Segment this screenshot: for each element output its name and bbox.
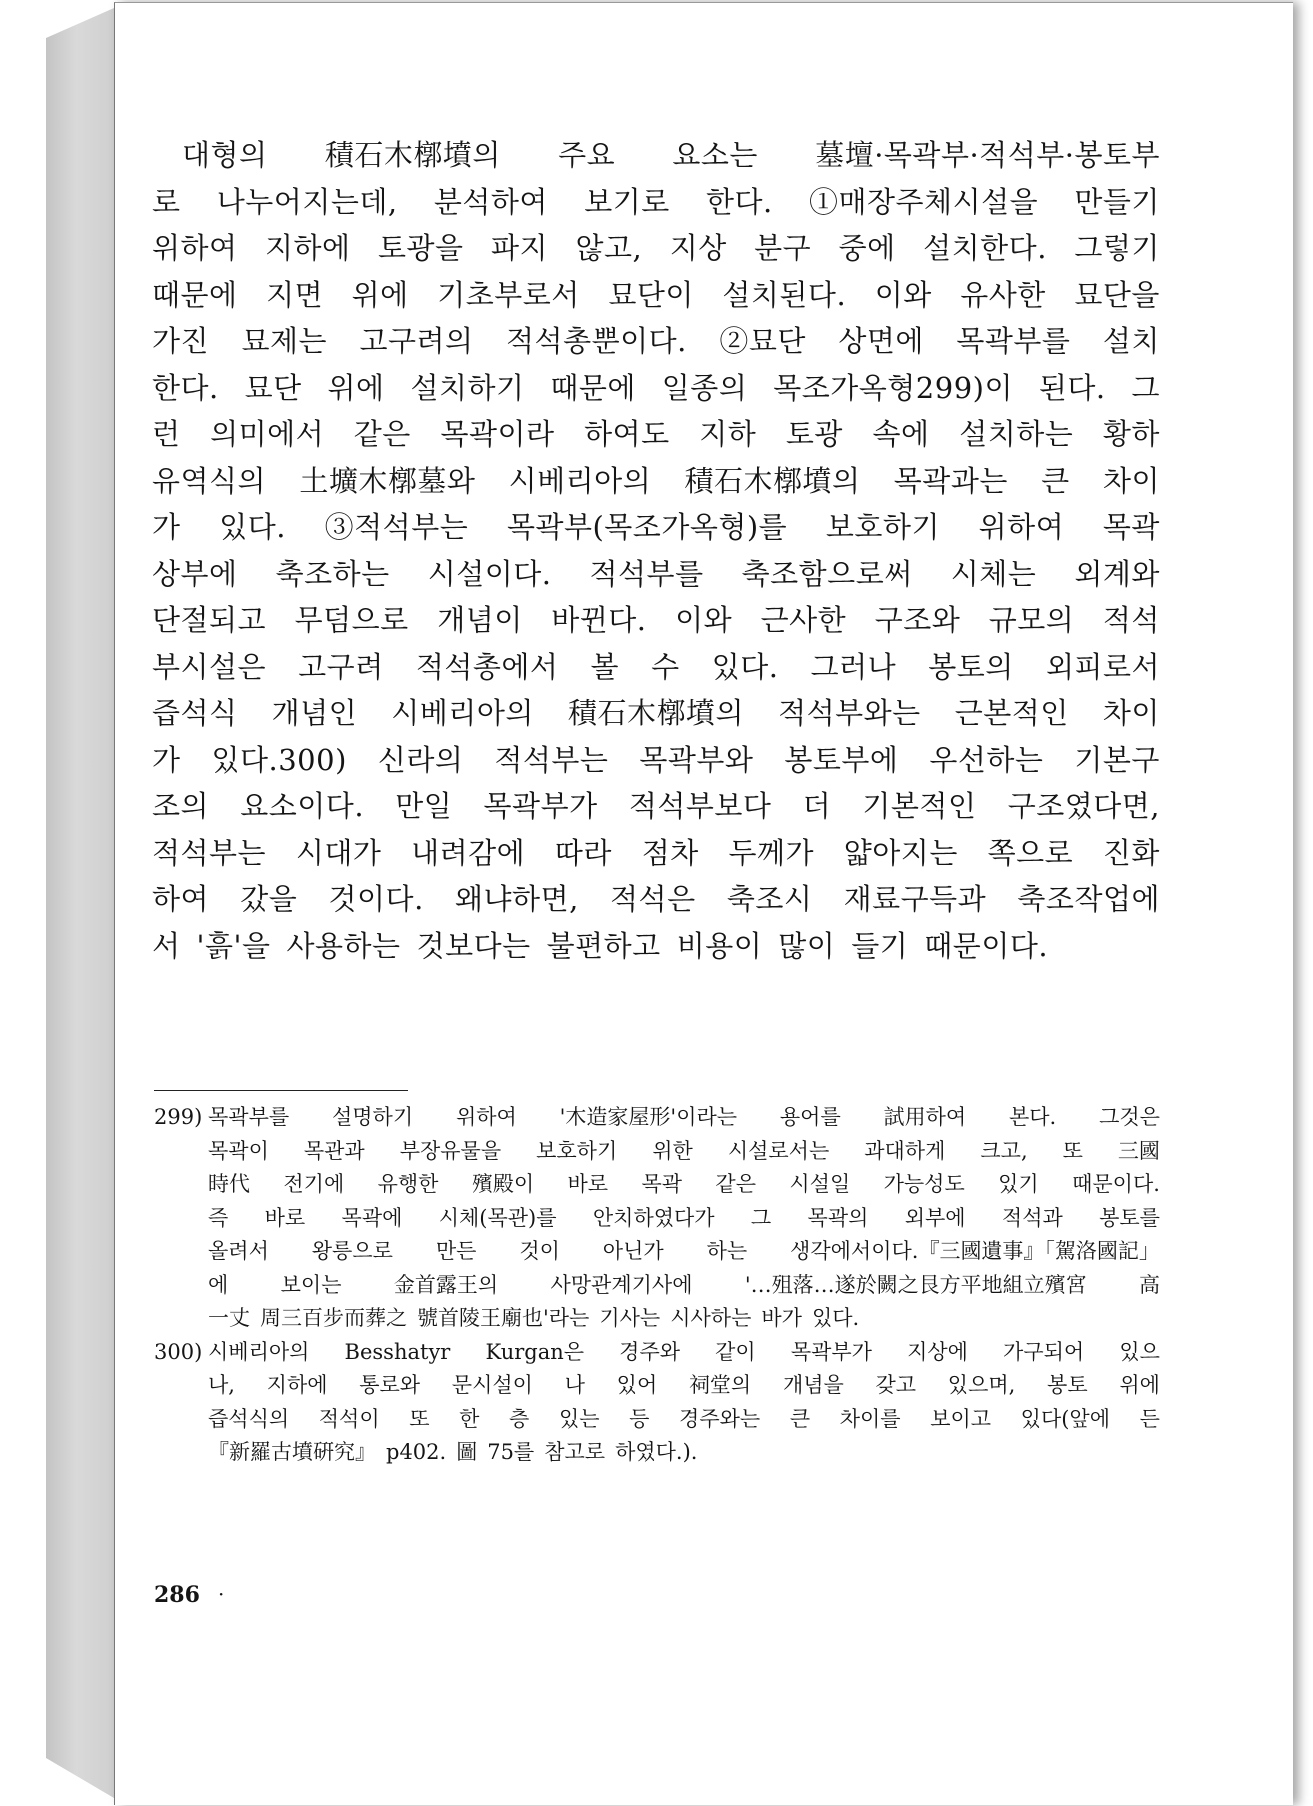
word: 적석총에서 bbox=[415, 649, 559, 684]
word: 적석부보다 bbox=[628, 789, 772, 823]
paragraph-line bbox=[152, 644, 1160, 691]
paragraph-line bbox=[152, 876, 1160, 923]
word: 75를 bbox=[487, 1440, 535, 1464]
word: 문시설이 bbox=[451, 1373, 533, 1397]
word: 지하에 bbox=[265, 231, 351, 265]
footnote-line bbox=[208, 1235, 1160, 1269]
word: 설명하기 bbox=[331, 1105, 414, 1129]
word: 목곽부가 bbox=[790, 1339, 872, 1364]
word: 주요 bbox=[558, 138, 616, 172]
word: 金首露王의 bbox=[393, 1272, 499, 1297]
word: 유행한 bbox=[377, 1172, 439, 1196]
footnote-line bbox=[208, 1168, 1160, 1202]
word: 위에 bbox=[327, 370, 385, 405]
word: 적석 bbox=[1102, 603, 1160, 637]
word: 周三百步而葬之 bbox=[260, 1306, 407, 1330]
word: '…殂落…遂於闕之艮方平地組立殯宮 bbox=[744, 1272, 1087, 1297]
word: 시사하는 bbox=[670, 1306, 752, 1330]
word: 중에 bbox=[838, 231, 896, 265]
word: 하여도 bbox=[584, 417, 670, 451]
paragraph-line bbox=[152, 272, 1160, 319]
word: 같은 bbox=[353, 417, 411, 451]
word: 개념을 bbox=[782, 1373, 844, 1397]
word: 시베리아의 bbox=[208, 1339, 310, 1364]
word: 목곽의 bbox=[807, 1205, 869, 1230]
word: 목곽과는 bbox=[893, 463, 1008, 498]
word: 부시설은 bbox=[152, 649, 267, 684]
word: 때문이다. bbox=[1072, 1172, 1160, 1196]
word: 같이 bbox=[715, 1339, 756, 1364]
word: 보호하기 bbox=[825, 510, 940, 544]
word: 축조시 bbox=[726, 882, 813, 916]
word: 큰 bbox=[789, 1406, 811, 1431]
word: 분구 bbox=[754, 231, 812, 265]
paragraph-line bbox=[152, 737, 1160, 784]
word: '木造家屋形'이라는 bbox=[559, 1105, 738, 1129]
word: 위에 bbox=[1119, 1373, 1160, 1397]
footnote-line bbox=[208, 1101, 1160, 1135]
word: 과대하게 bbox=[864, 1138, 946, 1163]
footnote-body bbox=[208, 1336, 1160, 1470]
footnote-separator bbox=[154, 1090, 408, 1091]
word: 것보다는 bbox=[416, 928, 531, 963]
word: 로 bbox=[152, 184, 181, 219]
word: 적석총뿐이다. bbox=[506, 324, 687, 358]
word: 목조가옥형299)이 bbox=[773, 370, 1013, 405]
word: 층 bbox=[509, 1406, 530, 1431]
word: 지면 bbox=[266, 277, 324, 312]
word: 등 bbox=[629, 1406, 650, 1431]
word: 위하여 bbox=[455, 1105, 517, 1129]
word: 일종의 bbox=[661, 370, 748, 405]
footnote-number: 300) bbox=[154, 1339, 203, 1364]
word: 지상에 bbox=[907, 1339, 968, 1364]
main-paragraph bbox=[152, 132, 1160, 969]
paragraph-line bbox=[152, 411, 1160, 458]
word: 있다. bbox=[219, 510, 286, 544]
word: p402. bbox=[386, 1440, 447, 1464]
word: 때문이다. bbox=[924, 928, 1049, 963]
word: 가능성도 bbox=[883, 1172, 965, 1196]
word: 즉 bbox=[208, 1205, 229, 1230]
word: 나누어지는데, bbox=[216, 184, 398, 219]
word: 축조작업에 bbox=[1017, 882, 1160, 916]
word: 토광 bbox=[785, 417, 843, 451]
word: 고구려 bbox=[298, 649, 384, 684]
word: 전기에 bbox=[283, 1172, 345, 1196]
word: 또 bbox=[1062, 1138, 1083, 1163]
word: 대형의 bbox=[182, 138, 268, 172]
word: 보이는 bbox=[280, 1272, 342, 1297]
word: 기사는 bbox=[599, 1306, 661, 1330]
word: 개념인 bbox=[271, 696, 358, 730]
page-number: 286 bbox=[154, 1582, 200, 1608]
word: 때문에 bbox=[550, 370, 636, 405]
word: 즙석식 bbox=[152, 696, 238, 730]
word: 한다. bbox=[152, 370, 219, 405]
word: 규모의 bbox=[988, 603, 1075, 637]
word: 크고, bbox=[980, 1138, 1028, 1163]
word: 기본구 bbox=[1074, 742, 1160, 777]
word: 속에 bbox=[872, 417, 930, 451]
word: 하여 bbox=[152, 882, 210, 916]
word: 적석부는 bbox=[494, 742, 609, 777]
word: 이와 bbox=[675, 603, 733, 637]
word: 근사한 bbox=[760, 603, 847, 637]
paragraph-line bbox=[152, 179, 1160, 226]
word: 하였다.). bbox=[615, 1440, 698, 1464]
word: 나 bbox=[564, 1373, 585, 1397]
word: 위한 bbox=[652, 1138, 693, 1163]
word: 그 bbox=[1131, 370, 1160, 405]
word: 바로 bbox=[567, 1172, 609, 1196]
word: 구조와 bbox=[874, 603, 961, 637]
word: 본다. bbox=[1008, 1105, 1057, 1129]
word: 외피로서 bbox=[1045, 649, 1160, 684]
word: 토광을 bbox=[378, 231, 464, 265]
word: 고구려의 bbox=[359, 324, 474, 358]
word: 참고로 bbox=[544, 1440, 606, 1464]
word: 서 bbox=[152, 928, 181, 963]
word: 그것은 bbox=[1099, 1105, 1160, 1129]
word: 시베리아의 bbox=[508, 463, 652, 498]
word: 積石木槨墳의 bbox=[324, 138, 501, 172]
word: 목곽이라 bbox=[440, 417, 555, 451]
word: 것이다. bbox=[328, 882, 424, 916]
word: 그 bbox=[750, 1205, 772, 1230]
word: 가 bbox=[152, 742, 181, 777]
word: 된다. bbox=[1038, 370, 1106, 405]
paragraph-line bbox=[152, 783, 1160, 830]
word: 설치된다. bbox=[722, 277, 847, 312]
paragraph-line bbox=[152, 504, 1160, 551]
word: 목곽부를 bbox=[208, 1105, 290, 1129]
word: 積石木槨墳의 bbox=[684, 463, 861, 498]
word: 요소는 bbox=[672, 138, 758, 172]
word: 시체는 bbox=[950, 556, 1037, 591]
paragraph-line bbox=[152, 923, 1160, 970]
paragraph-line bbox=[152, 597, 1160, 644]
word: 유사한 bbox=[960, 277, 1046, 312]
footnote-line bbox=[208, 1269, 1160, 1303]
word: 구조였다면, bbox=[1007, 789, 1160, 823]
word: 시설일 bbox=[789, 1172, 851, 1196]
paragraph-line bbox=[152, 225, 1160, 272]
word: 있어 bbox=[616, 1373, 658, 1397]
word: 지상 bbox=[669, 231, 727, 265]
word: 가진 bbox=[152, 324, 210, 358]
word: 봉토부에 bbox=[784, 742, 899, 777]
word: 설치하기 bbox=[410, 370, 525, 405]
word: 봉토 bbox=[1047, 1373, 1088, 1397]
word: 목곽 bbox=[641, 1172, 683, 1196]
word: 있으 bbox=[1119, 1339, 1160, 1364]
word: 시대가 bbox=[295, 835, 382, 870]
word: 묘단 bbox=[244, 370, 302, 405]
word: 祠堂의 bbox=[688, 1373, 752, 1397]
word: 상부에 bbox=[152, 556, 238, 591]
word: 왕릉으로 bbox=[311, 1239, 393, 1263]
word: 지하 bbox=[699, 417, 757, 451]
word: 圖 bbox=[456, 1440, 478, 1464]
word: 지하에 bbox=[266, 1373, 328, 1397]
word: 보이고 bbox=[930, 1406, 992, 1431]
word: 적석이 bbox=[318, 1406, 380, 1431]
word: 高 bbox=[1138, 1272, 1160, 1297]
word: 적석부와는 bbox=[778, 696, 921, 730]
word: 『新羅古墳硏究』 bbox=[208, 1440, 376, 1464]
word: 설치하는 bbox=[959, 417, 1074, 451]
footnote-line bbox=[208, 1135, 1160, 1169]
word: 경주와는 bbox=[679, 1406, 761, 1431]
word: 가구되어 bbox=[1003, 1339, 1085, 1364]
word: 보호하기 bbox=[536, 1138, 618, 1163]
word: 않고, bbox=[575, 231, 643, 265]
paragraph-line bbox=[152, 458, 1160, 505]
footnote bbox=[154, 1336, 1160, 1470]
word: 우선하는 bbox=[929, 742, 1044, 777]
footnote bbox=[154, 1101, 1160, 1336]
word: 쪽으로 bbox=[987, 835, 1074, 870]
word: 즙석식의 bbox=[208, 1406, 290, 1431]
paragraph-line bbox=[152, 551, 1160, 598]
word: 적석부를 bbox=[589, 556, 704, 591]
word: 신라의 bbox=[377, 742, 464, 777]
paragraph-line bbox=[152, 830, 1160, 877]
word: 있다(앞에 bbox=[1020, 1406, 1110, 1431]
word: 수 bbox=[651, 649, 680, 684]
word: 만일 bbox=[395, 789, 453, 823]
word: 사용하는 bbox=[286, 928, 401, 963]
word: 더 bbox=[802, 789, 832, 823]
word: 같은 bbox=[715, 1172, 756, 1196]
book-spine bbox=[46, 8, 115, 1798]
word: Kurgan은 bbox=[485, 1339, 585, 1364]
word: 시베리아의 bbox=[391, 696, 534, 730]
word: 사망관계기사에 bbox=[550, 1272, 693, 1297]
word: 차이 bbox=[1102, 696, 1160, 730]
word: 봉토의 bbox=[928, 649, 1014, 684]
word: 목곽부가 bbox=[483, 789, 598, 823]
word: 묘단을 bbox=[1074, 277, 1160, 312]
footnote-body bbox=[208, 1101, 1160, 1336]
word: 나, bbox=[208, 1373, 235, 1397]
word: 런 bbox=[152, 417, 181, 451]
word: 부장유물을 bbox=[399, 1138, 502, 1163]
word: 三國 bbox=[1117, 1138, 1160, 1163]
word: 파지 bbox=[491, 231, 549, 265]
word: 목관과 bbox=[303, 1138, 365, 1163]
word: 묘제는 bbox=[241, 324, 328, 358]
word: Besshatyr bbox=[344, 1339, 451, 1364]
word: 목곽부와 bbox=[639, 742, 754, 777]
word: 외부에 bbox=[904, 1205, 966, 1230]
word: 또 bbox=[409, 1406, 430, 1431]
word: 때문에 bbox=[152, 277, 238, 312]
footnote-line bbox=[208, 1436, 1160, 1470]
word: 목곽 bbox=[1102, 510, 1160, 544]
word: '흙'을 bbox=[196, 928, 271, 963]
word: 생각에서이다.『三國遺事』「駕洛國記」 bbox=[790, 1239, 1160, 1263]
footnote-line bbox=[208, 1336, 1160, 1370]
word: 든 bbox=[1139, 1406, 1160, 1431]
word: 근본적인 bbox=[954, 696, 1069, 730]
word: 축조하는 bbox=[275, 556, 390, 591]
word: 갖고 bbox=[875, 1373, 917, 1397]
word: 비용이 bbox=[676, 928, 763, 963]
word: 설치한다. bbox=[923, 231, 1047, 265]
word: 재료구득과 bbox=[843, 882, 987, 916]
word: 시설로서는 bbox=[727, 1138, 830, 1163]
word: ②묘단 bbox=[719, 324, 806, 358]
word: 조의 bbox=[152, 789, 210, 823]
word: 개념이 bbox=[437, 603, 523, 637]
word: 한 bbox=[459, 1406, 480, 1431]
footnote-line bbox=[208, 1369, 1160, 1403]
word: 試用하여 bbox=[883, 1105, 967, 1129]
word: 목곽이 bbox=[208, 1138, 269, 1163]
word: 올려서 bbox=[208, 1239, 269, 1263]
word: 적석부는 bbox=[152, 835, 267, 870]
word: ③적석부는 bbox=[324, 510, 469, 544]
word: 아닌가 bbox=[602, 1239, 664, 1263]
paragraph-line bbox=[152, 690, 1160, 737]
word: 용어를 bbox=[779, 1105, 841, 1129]
word: 에 bbox=[208, 1272, 229, 1297]
word: 한다. bbox=[706, 184, 773, 219]
word: 있다. bbox=[711, 649, 779, 684]
word: 있다. bbox=[811, 1306, 860, 1330]
word: 가 bbox=[152, 510, 181, 544]
page-mark: · bbox=[218, 1582, 225, 1606]
word: 축조함으로써 bbox=[741, 556, 913, 591]
word: 유역식의 bbox=[152, 463, 267, 498]
word: 기초부로서 bbox=[437, 277, 580, 312]
word: 一丈 bbox=[208, 1306, 250, 1330]
word: 그렇기 bbox=[1074, 231, 1160, 265]
word: 時代 bbox=[208, 1172, 250, 1196]
footnote-line bbox=[208, 1403, 1160, 1437]
word: 바뀐다. bbox=[551, 603, 647, 637]
word: 이와 bbox=[874, 277, 932, 312]
word: 위하여 bbox=[978, 510, 1065, 544]
word: 분석하여 bbox=[433, 184, 548, 219]
word: 위하여 bbox=[152, 231, 238, 265]
word: 積石木槨墳의 bbox=[567, 696, 744, 730]
word: 墓壇·목곽부·적석부·봉토부 bbox=[815, 138, 1160, 172]
word: 불편하고 bbox=[546, 928, 661, 963]
word: 무덤으로 bbox=[294, 603, 409, 637]
word: 요소이다. bbox=[240, 789, 365, 823]
word: 있으며, bbox=[947, 1373, 1016, 1397]
word: 갔을 bbox=[240, 882, 298, 916]
word: 殯殿이 bbox=[471, 1172, 535, 1196]
word: 號首陵王廟也'라는 bbox=[417, 1306, 590, 1330]
word: 시설이다. bbox=[427, 556, 552, 591]
word: 봉토를 bbox=[1099, 1205, 1160, 1230]
word: 그러나 bbox=[810, 649, 897, 684]
word: 바로 bbox=[264, 1205, 306, 1230]
word: 경주와 bbox=[619, 1339, 681, 1364]
word: 의미에서 bbox=[210, 417, 325, 451]
word: 묘단이 bbox=[608, 277, 694, 312]
word: 만들기 bbox=[1074, 184, 1160, 219]
word: 왜냐하면, bbox=[455, 882, 579, 916]
word: 있는 bbox=[558, 1406, 600, 1431]
paragraph-line bbox=[152, 132, 1160, 179]
word: 목곽부를 bbox=[956, 324, 1071, 358]
word: 목곽부(목조가옥형)를 bbox=[506, 510, 788, 544]
word: 있다.300) bbox=[211, 742, 347, 777]
word: 보기로 bbox=[584, 184, 670, 219]
word: 차이를 bbox=[839, 1406, 901, 1431]
word: 단절되고 bbox=[152, 603, 267, 637]
word: 적석은 bbox=[610, 882, 696, 916]
word: 통로와 bbox=[359, 1373, 421, 1397]
word: 안치하였다가 bbox=[592, 1205, 715, 1230]
paragraph-line bbox=[152, 318, 1160, 365]
word: 상면에 bbox=[838, 324, 924, 358]
word: 내려감에 bbox=[411, 835, 526, 870]
word: 외계와 bbox=[1074, 556, 1160, 591]
word: 있기 bbox=[998, 1172, 1039, 1196]
word: 두께가 bbox=[728, 835, 815, 870]
word: 시체(목관)를 bbox=[438, 1205, 557, 1230]
word: 바가 bbox=[761, 1306, 802, 1330]
word: 큰 bbox=[1041, 463, 1070, 498]
word: 진화 bbox=[1102, 835, 1160, 870]
word: 목곽에 bbox=[341, 1205, 403, 1230]
footnote-line bbox=[208, 1302, 1160, 1336]
word: 하는 bbox=[706, 1239, 748, 1263]
word: 기본적인 bbox=[862, 789, 977, 823]
word: 적석과 bbox=[1001, 1205, 1063, 1230]
footnote-number: 299) bbox=[154, 1105, 203, 1129]
word: 많이 bbox=[778, 928, 836, 963]
word: 볼 bbox=[590, 649, 620, 684]
word: 만든 bbox=[435, 1239, 477, 1263]
word: 따라 bbox=[554, 835, 612, 870]
word: 황하 bbox=[1102, 417, 1160, 451]
word: 것이 bbox=[519, 1239, 560, 1263]
word: 차이 bbox=[1102, 463, 1160, 498]
word: 土壙木槨墓와 bbox=[299, 463, 476, 498]
word: 위에 bbox=[351, 277, 409, 312]
footnotes bbox=[154, 1101, 1160, 1470]
word: 설치 bbox=[1102, 324, 1160, 358]
word: 점차 bbox=[641, 835, 699, 870]
paragraph-line bbox=[152, 365, 1160, 412]
word: ①매장주체시설을 bbox=[809, 184, 1039, 219]
footnote-line bbox=[208, 1202, 1160, 1236]
word: 얇아지는 bbox=[843, 835, 958, 870]
word: 들기 bbox=[851, 928, 909, 963]
